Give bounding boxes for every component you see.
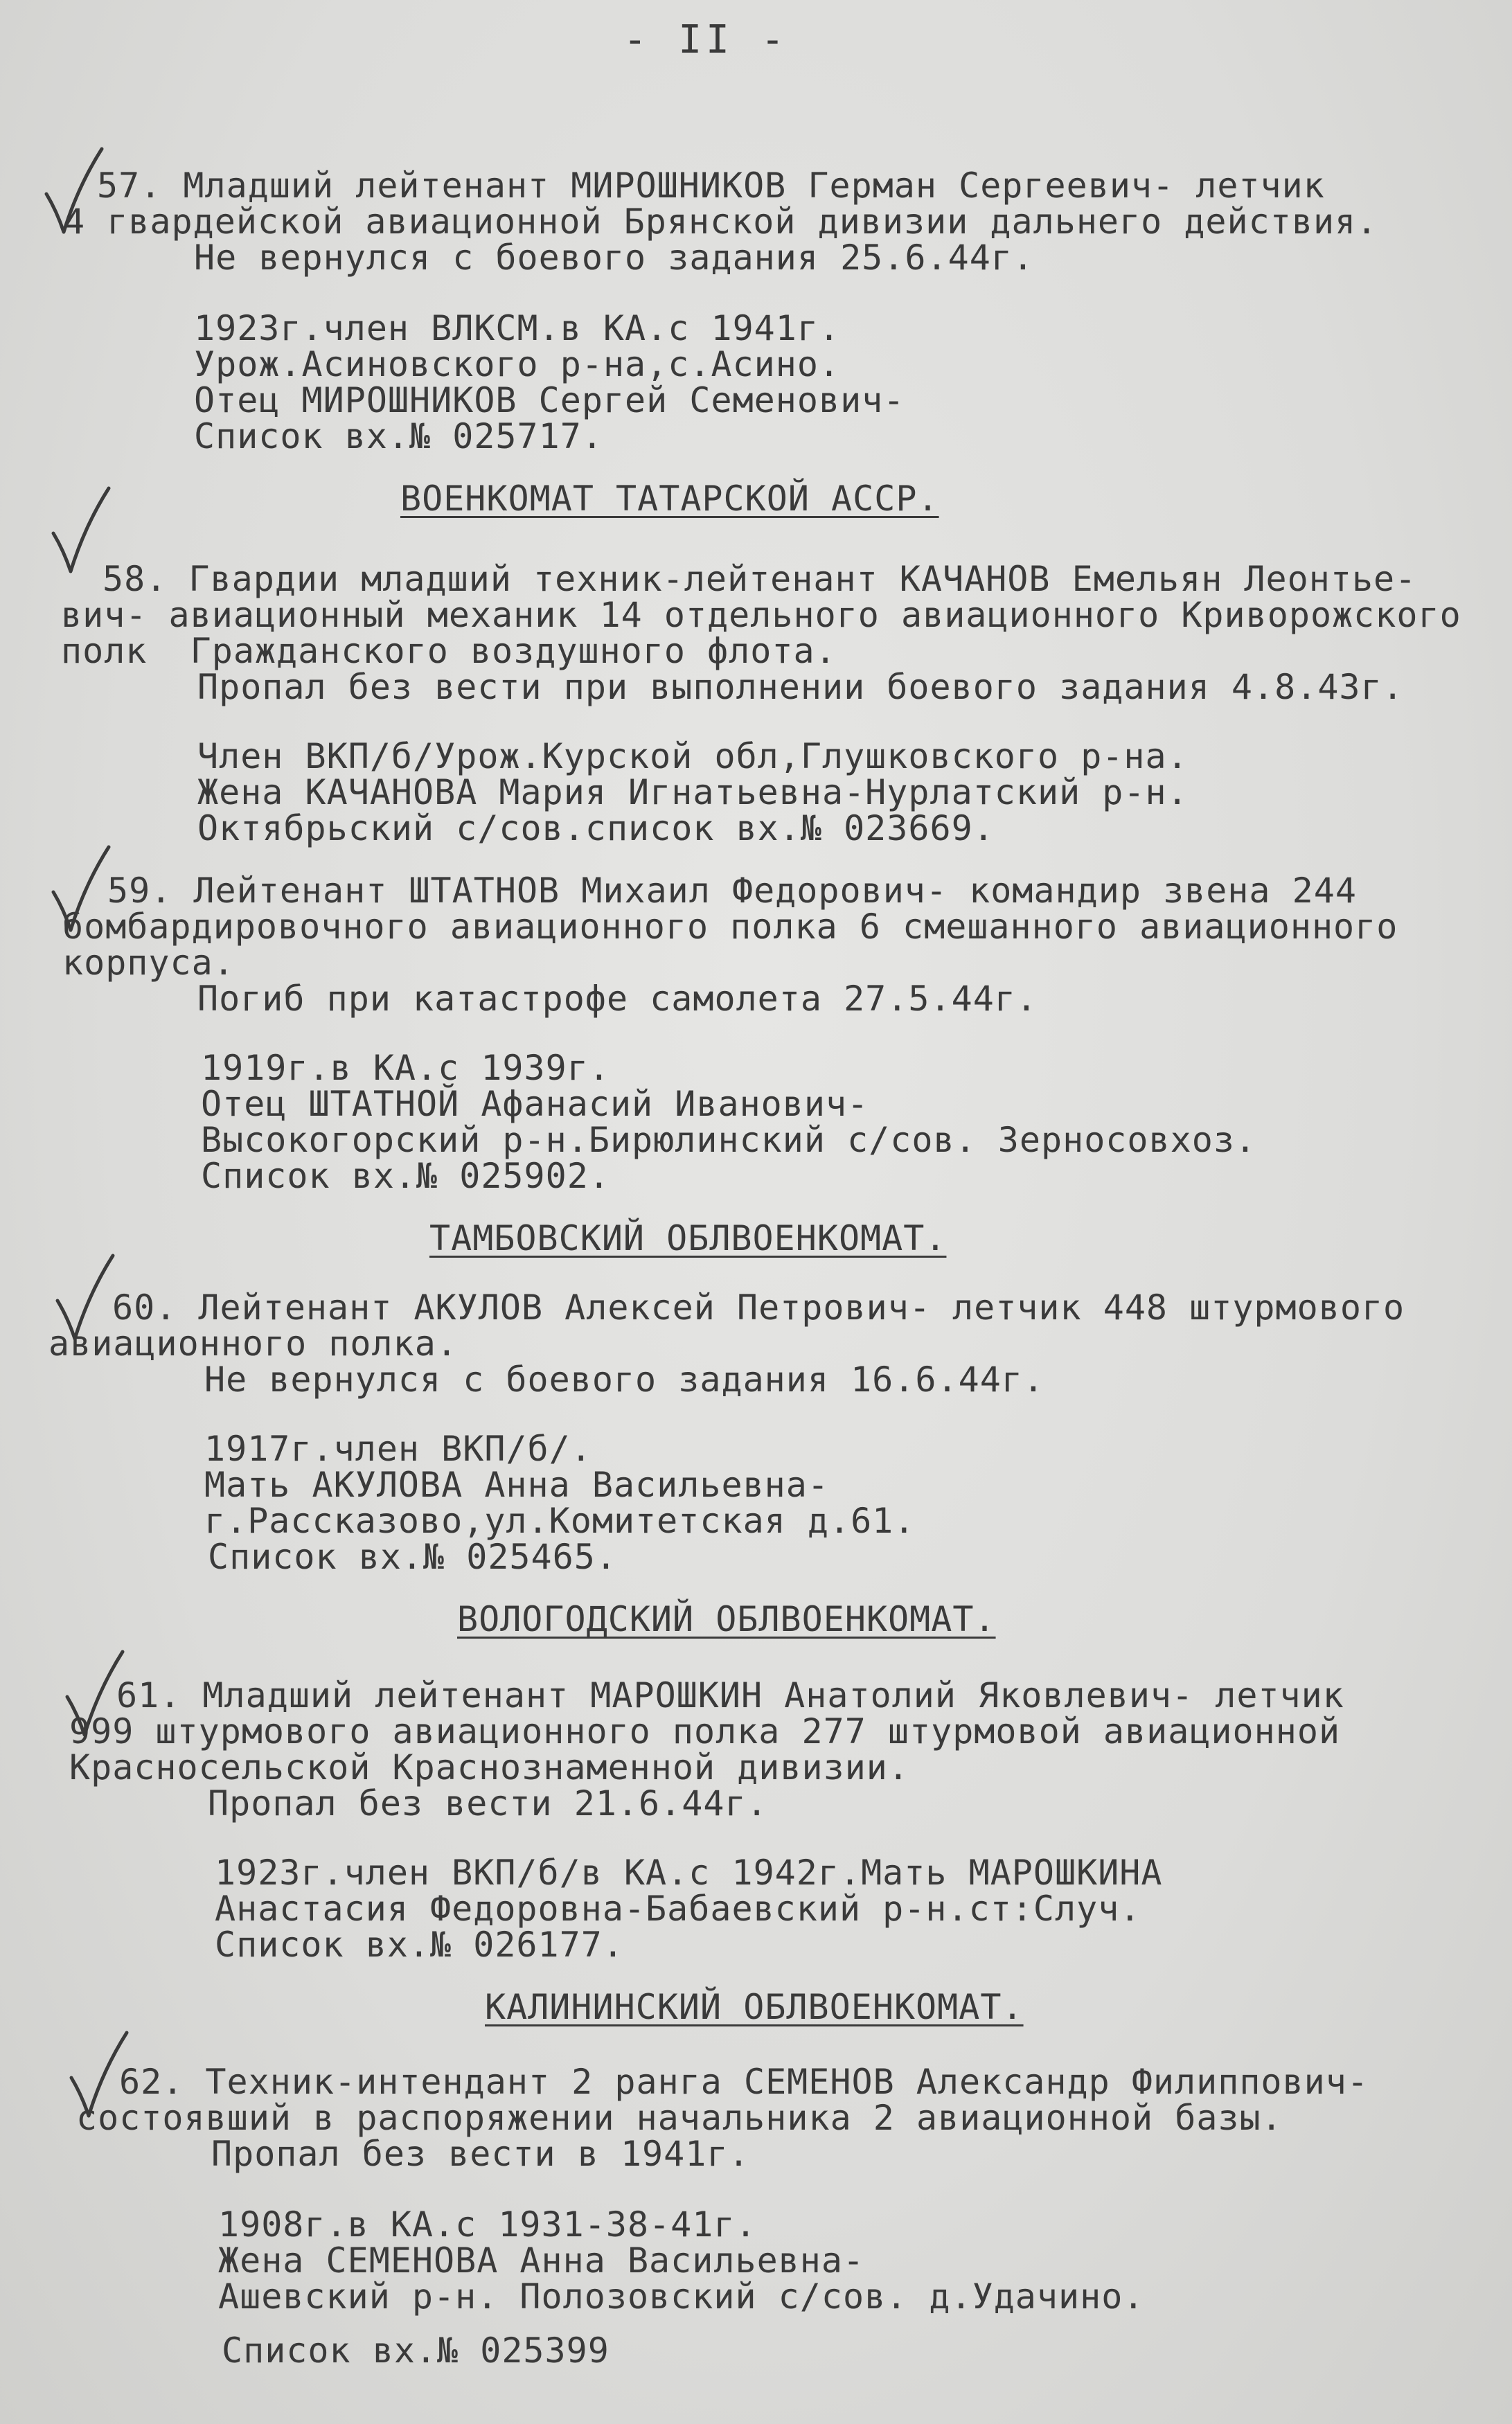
entry-line: Пропал без вести в 1941г. xyxy=(211,2134,750,2174)
entry-line: Список вх.№ 025717. xyxy=(194,416,603,456)
entry-line: Отец МИРОШНИКОВ Сергей Семенович- xyxy=(194,380,905,420)
entry-line: 4 гвардейской авиационной Брянской дивизии дальнего действия. xyxy=(64,202,1378,242)
section-heading: ВОЛОГОДСКИЙ ОБЛВОЕНКОМАТ. xyxy=(457,1599,996,1639)
entry-line: Высокогорский р-н.Бирюлинский с/сов. Зерносовхоз. xyxy=(201,1120,1257,1160)
entry-line: Мать АКУЛОВА Анна Васильевна- xyxy=(204,1465,829,1505)
entry-line: 999 штурмового авиационного полка 277 штурмовой авиационной xyxy=(69,1711,1341,1752)
entry-line: корпуса. xyxy=(62,943,235,983)
entry-line: 1923г.член ВКП/б/в КА.с 1942г.Мать МАРОШКИНА xyxy=(215,1853,1163,1893)
entry-line: Урож.Асиновского р-на,с.Асино. xyxy=(194,344,841,384)
entry-line: Список вх.№ 025902. xyxy=(201,1156,610,1196)
entry-line: Жена СЕМЕНОВА Анна Васильевна- xyxy=(218,2240,865,2281)
entry-line: Список вх.№ 025399 xyxy=(222,2331,610,2371)
entry-line: 57. Младший лейтенант МИРОШНИКОВ Герман Сергеевич- летчик xyxy=(97,166,1325,206)
entry-line: 1923г.член ВЛКСМ.в КА.с 1941г. xyxy=(194,308,841,348)
entry-line: Погиб при катастрофе самолета 27.5.44г. xyxy=(197,979,1038,1019)
entry-line: Не вернулся с боевого задания 25.6.44г. xyxy=(194,238,1034,278)
entry-line: Отец ШТАТНОЙ Афанасий Иванович- xyxy=(201,1084,869,1124)
section-heading: КАЛИНИНСКИЙ ОБЛВОЕНКОМАТ. xyxy=(485,1987,1024,2027)
entry-line: 62. Техник-интендант 2 ранга СЕМЕНОВ Александр Филиппович- xyxy=(119,2062,1369,2102)
entry-line: Член ВКП/б/Урож.Курской обл,Глушковского р-на. xyxy=(197,736,1189,776)
entry-line: 58. Гвардии младший техник-лейтенант КАЧАНОВ Емельян Леонтье- xyxy=(103,559,1417,599)
entry-line: Список вх.№ 025465. xyxy=(208,1537,617,1577)
entry-line: состоявший в распоряжении начальника 2 авиационной базы. xyxy=(76,2098,1283,2138)
entry-line: вич- авиационный механик 14 отдельного авиационного Криворожского xyxy=(61,595,1461,635)
entry-line: 61. Младший лейтенант МАРОШКИН Анатолий Яковлевич- летчик xyxy=(116,1675,1344,1715)
section-heading: ВОЕНКОМАТ ТАТАРСКОЙ АССР. xyxy=(400,479,939,519)
entry-line: полк Гражданского воздушного флота. xyxy=(61,631,837,671)
entry-line: 60. Лейтенант АКУЛОВ Алексей Петрович- летчик 448 штурмового xyxy=(112,1287,1405,1328)
entry-line: Октябрьский с/сов.список вх.№ 023669. xyxy=(197,808,995,848)
entry-line: Ашевский р-н. Полозовский с/сов. д.Удачино. xyxy=(218,2276,1145,2317)
entry-line: бомбардировочного авиационного полка 6 смешанного авиационного xyxy=(62,907,1398,947)
entry-line: авиационного полка. xyxy=(48,1324,458,1364)
entry-line: 1908г.в КА.с 1931-38-41г. xyxy=(218,2204,757,2245)
entry-line: Пропал без вести при выполнении боевого задания 4.8.43г. xyxy=(197,667,1404,707)
entry-line: Красносельской Краснознаменной дивизии. xyxy=(69,1747,909,1788)
entry-line: Не вернулся с боевого задания 16.6.44г. xyxy=(204,1360,1044,1400)
entry-line: 59. Лейтенант ШТАТНОВ Михаил Федорович- командир звена 244 xyxy=(107,871,1357,911)
section-heading: ТАМБОВСКИЙ ОБЛВОЕНКОМАТ. xyxy=(429,1218,947,1258)
entry-line: 1919г.в КА.с 1939г. xyxy=(201,1048,610,1088)
entry-line: Список вх.№ 026177. xyxy=(215,1925,624,1965)
entry-line: г.Рассказово,ул.Комитетская д.61. xyxy=(204,1501,916,1541)
entry-line: Анастасия Федоровна-Бабаевский р-н.ст:Случ. xyxy=(215,1889,1141,1929)
entry-line: Жена КАЧАНОВА Мария Игнатьевна-Нурлатский р-н. xyxy=(197,772,1189,812)
page-number: - II - xyxy=(623,17,789,62)
entry-line: Пропал без вести 21.6.44г. xyxy=(208,1783,768,1824)
entry-line: 1917г.член ВКП/б/. xyxy=(204,1429,592,1469)
